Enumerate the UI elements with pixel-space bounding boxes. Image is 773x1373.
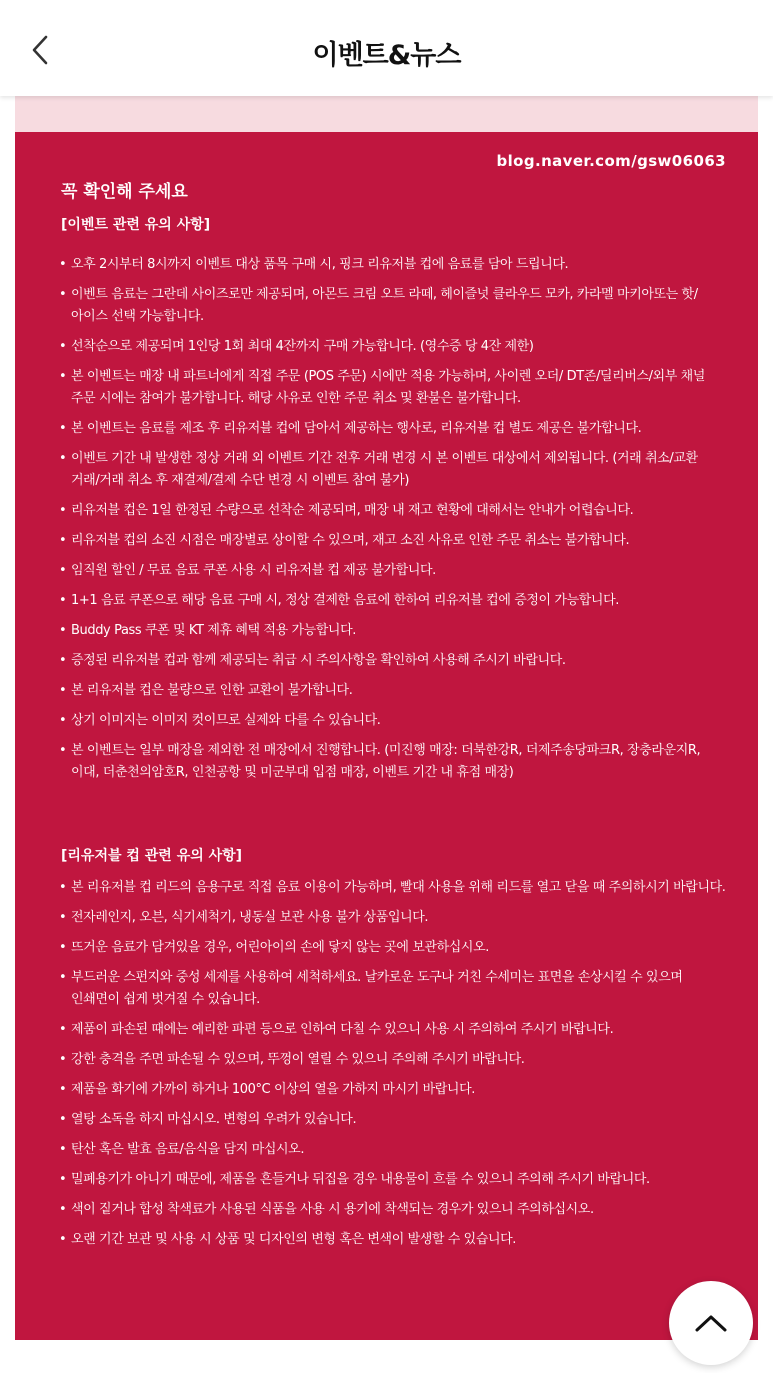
note-item: • 상기 이미지는 이미지 컷이므로 실제와 다를 수 있습니다. bbox=[59, 710, 727, 732]
note-item: • 이벤트 기간 내 발생한 정상 거래 외 이벤트 기간 전후 거래 변경 시 본 이벤트 대상에서 제외됩니다. (거래 취소/교환 거래/거래 취소 후 재결제/결제 수단 변경 시 이벤트 참여 불가) bbox=[59, 448, 727, 492]
scroll-to-top-button[interactable] bbox=[669, 1281, 753, 1365]
app-header bbox=[0, 0, 773, 96]
note-item: • 본 리유저블 컵은 불량으로 인한 교환이 불가합니다. bbox=[59, 680, 727, 702]
chevron-up-icon bbox=[694, 1313, 728, 1333]
note-item: • 탄산 혹은 발효 음료/음식을 담지 마십시오. bbox=[59, 1139, 727, 1161]
note-item: • 본 이벤트는 일부 매장을 제외한 전 매장에서 진행합니다. (미진행 매장: 더북한강R, 더제주송당파크R, 장충라운지R, 이대, 더춘천의암호R, 인천공항 및 미군부대 입점 매장, 이벤트 기간 내 휴점 매장) bbox=[59, 740, 727, 784]
note-item: • 오랜 기간 보관 및 사용 시 상품 및 디자인의 변형 혹은 변색이 발생할 수 있습니다. bbox=[59, 1229, 727, 1251]
note-item: • Buddy Pass 쿠폰 및 KT 제휴 혜택 적용 가능합니다. bbox=[59, 620, 727, 642]
note-item: • 리유저블 컵의 소진 시점은 매장별로 상이할 수 있으며, 재고 소진 사유로 인한 주문 취소는 불가합니다. bbox=[59, 530, 727, 552]
note-item: • 증정된 리유저블 컵과 함께 제공되는 취급 시 주의사항을 확인하여 사용해 주시기 바랍니다. bbox=[59, 650, 727, 672]
notice-panel bbox=[15, 132, 758, 1340]
pink-banner-strip bbox=[15, 96, 758, 132]
note-item: • 임직원 할인 / 무료 음료 쿠폰 사용 시 리유저블 컵 제공 불가합니다. bbox=[59, 560, 727, 582]
event-notes-heading: [이벤트 관련 유의 사항] bbox=[61, 217, 211, 233]
note-item: • 제품이 파손된 때에는 예리한 파편 등으로 인하여 다칠 수 있으니 사용 시 주의하여 주시기 바랍니다. bbox=[59, 1019, 727, 1041]
page-title: 이벤트&뉴스 bbox=[312, 40, 461, 71]
note-item: • 본 리유저블 컵 리드의 음용구로 직접 음료 이용이 가능하며, 빨대 사용을 위해 리드를 열고 닫을 때 주의하시기 바랍니다. bbox=[59, 877, 727, 899]
note-item: • 본 이벤트는 매장 내 파트너에게 직접 주문 (POS 주문) 시에만 적용 가능하며, 사이렌 오더/ DT존/딜리버스/외부 채널 주문 시에는 참여가 불가합니다. 해당 사유로 인한 주문 취소 및 환불은 불가합니다. bbox=[59, 366, 727, 410]
note-item: • 선착순으로 제공되며 1인당 1회 최대 4잔까지 구매 가능합니다. (영수증 당 4잔 제한) bbox=[59, 336, 727, 358]
note-item: • 색이 짙거나 합성 착색료가 사용된 식품을 사용 시 용기에 착색되는 경우가 있으니 주의하십시오. bbox=[59, 1199, 727, 1221]
notice-title: 꼭 확인해 주세요 bbox=[61, 182, 188, 202]
cup-notes-list bbox=[59, 877, 727, 1259]
note-item: • 전자레인지, 오븐, 식기세척기, 냉동실 보관 사용 불가 상품입니다. bbox=[59, 907, 727, 929]
note-item: • 1+1 음료 쿠폰으로 해당 음료 구매 시, 정상 결제한 음료에 한하여 리유저블 컵에 증정이 가능합니다. bbox=[59, 590, 727, 612]
note-item: • 본 이벤트는 음료를 제조 후 리유저블 컵에 담아서 제공하는 행사로, 리유저블 컵 별도 제공은 불가합니다. bbox=[59, 418, 727, 440]
note-item: • 오후 2시부터 8시까지 이벤트 대상 품목 구매 시, 핑크 리유저블 컵에 음료를 담아 드립니다. bbox=[59, 254, 727, 276]
cup-notes-heading: [리유저블 컵 관련 유의 사항] bbox=[61, 848, 243, 864]
event-notes-list bbox=[59, 254, 727, 792]
note-item: • 강한 충격을 주면 파손될 수 있으며, 뚜껑이 열릴 수 있으니 주의해 주시기 바랍니다. bbox=[59, 1049, 727, 1071]
note-item: • 밀폐용기가 아니기 때문에, 제품을 흔들거나 뒤집을 경우 내용물이 흐를 수 있으니 주의해 주시기 바랍니다. bbox=[59, 1169, 727, 1191]
note-item: • 열탕 소독을 하지 마십시오. 변형의 우려가 있습니다. bbox=[59, 1109, 727, 1131]
note-item: • 부드러운 스펀지와 중성 세제를 사용하여 세척하세요. 날카로운 도구나 거친 수세미는 표면을 손상시킬 수 있으며 인쇄면이 쉽게 벗겨질 수 있습니다. bbox=[59, 967, 727, 1011]
note-item: • 이벤트 음료는 그란데 사이즈로만 제공되며, 아몬드 크림 오트 라떼, 헤이즐넛 클라우드 모카, 카라멜 마키아또는 핫/아이스 선택 가능합니다. bbox=[59, 284, 727, 328]
blog-url: blog.naver.com/gsw06063 bbox=[496, 152, 726, 170]
note-item: • 뜨거운 음료가 담겨있을 경우, 어린아이의 손에 닿지 않는 곳에 보관하십시오. bbox=[59, 937, 727, 959]
note-item: • 제품을 화기에 가까이 하거나 100°C 이상의 열을 가하지 마시기 바랍니다. bbox=[59, 1079, 727, 1101]
note-item: • 리유저블 컵은 1일 한정된 수량으로 선착순 제공되며, 매장 내 재고 현황에 대해서는 안내가 어렵습니다. bbox=[59, 500, 727, 522]
